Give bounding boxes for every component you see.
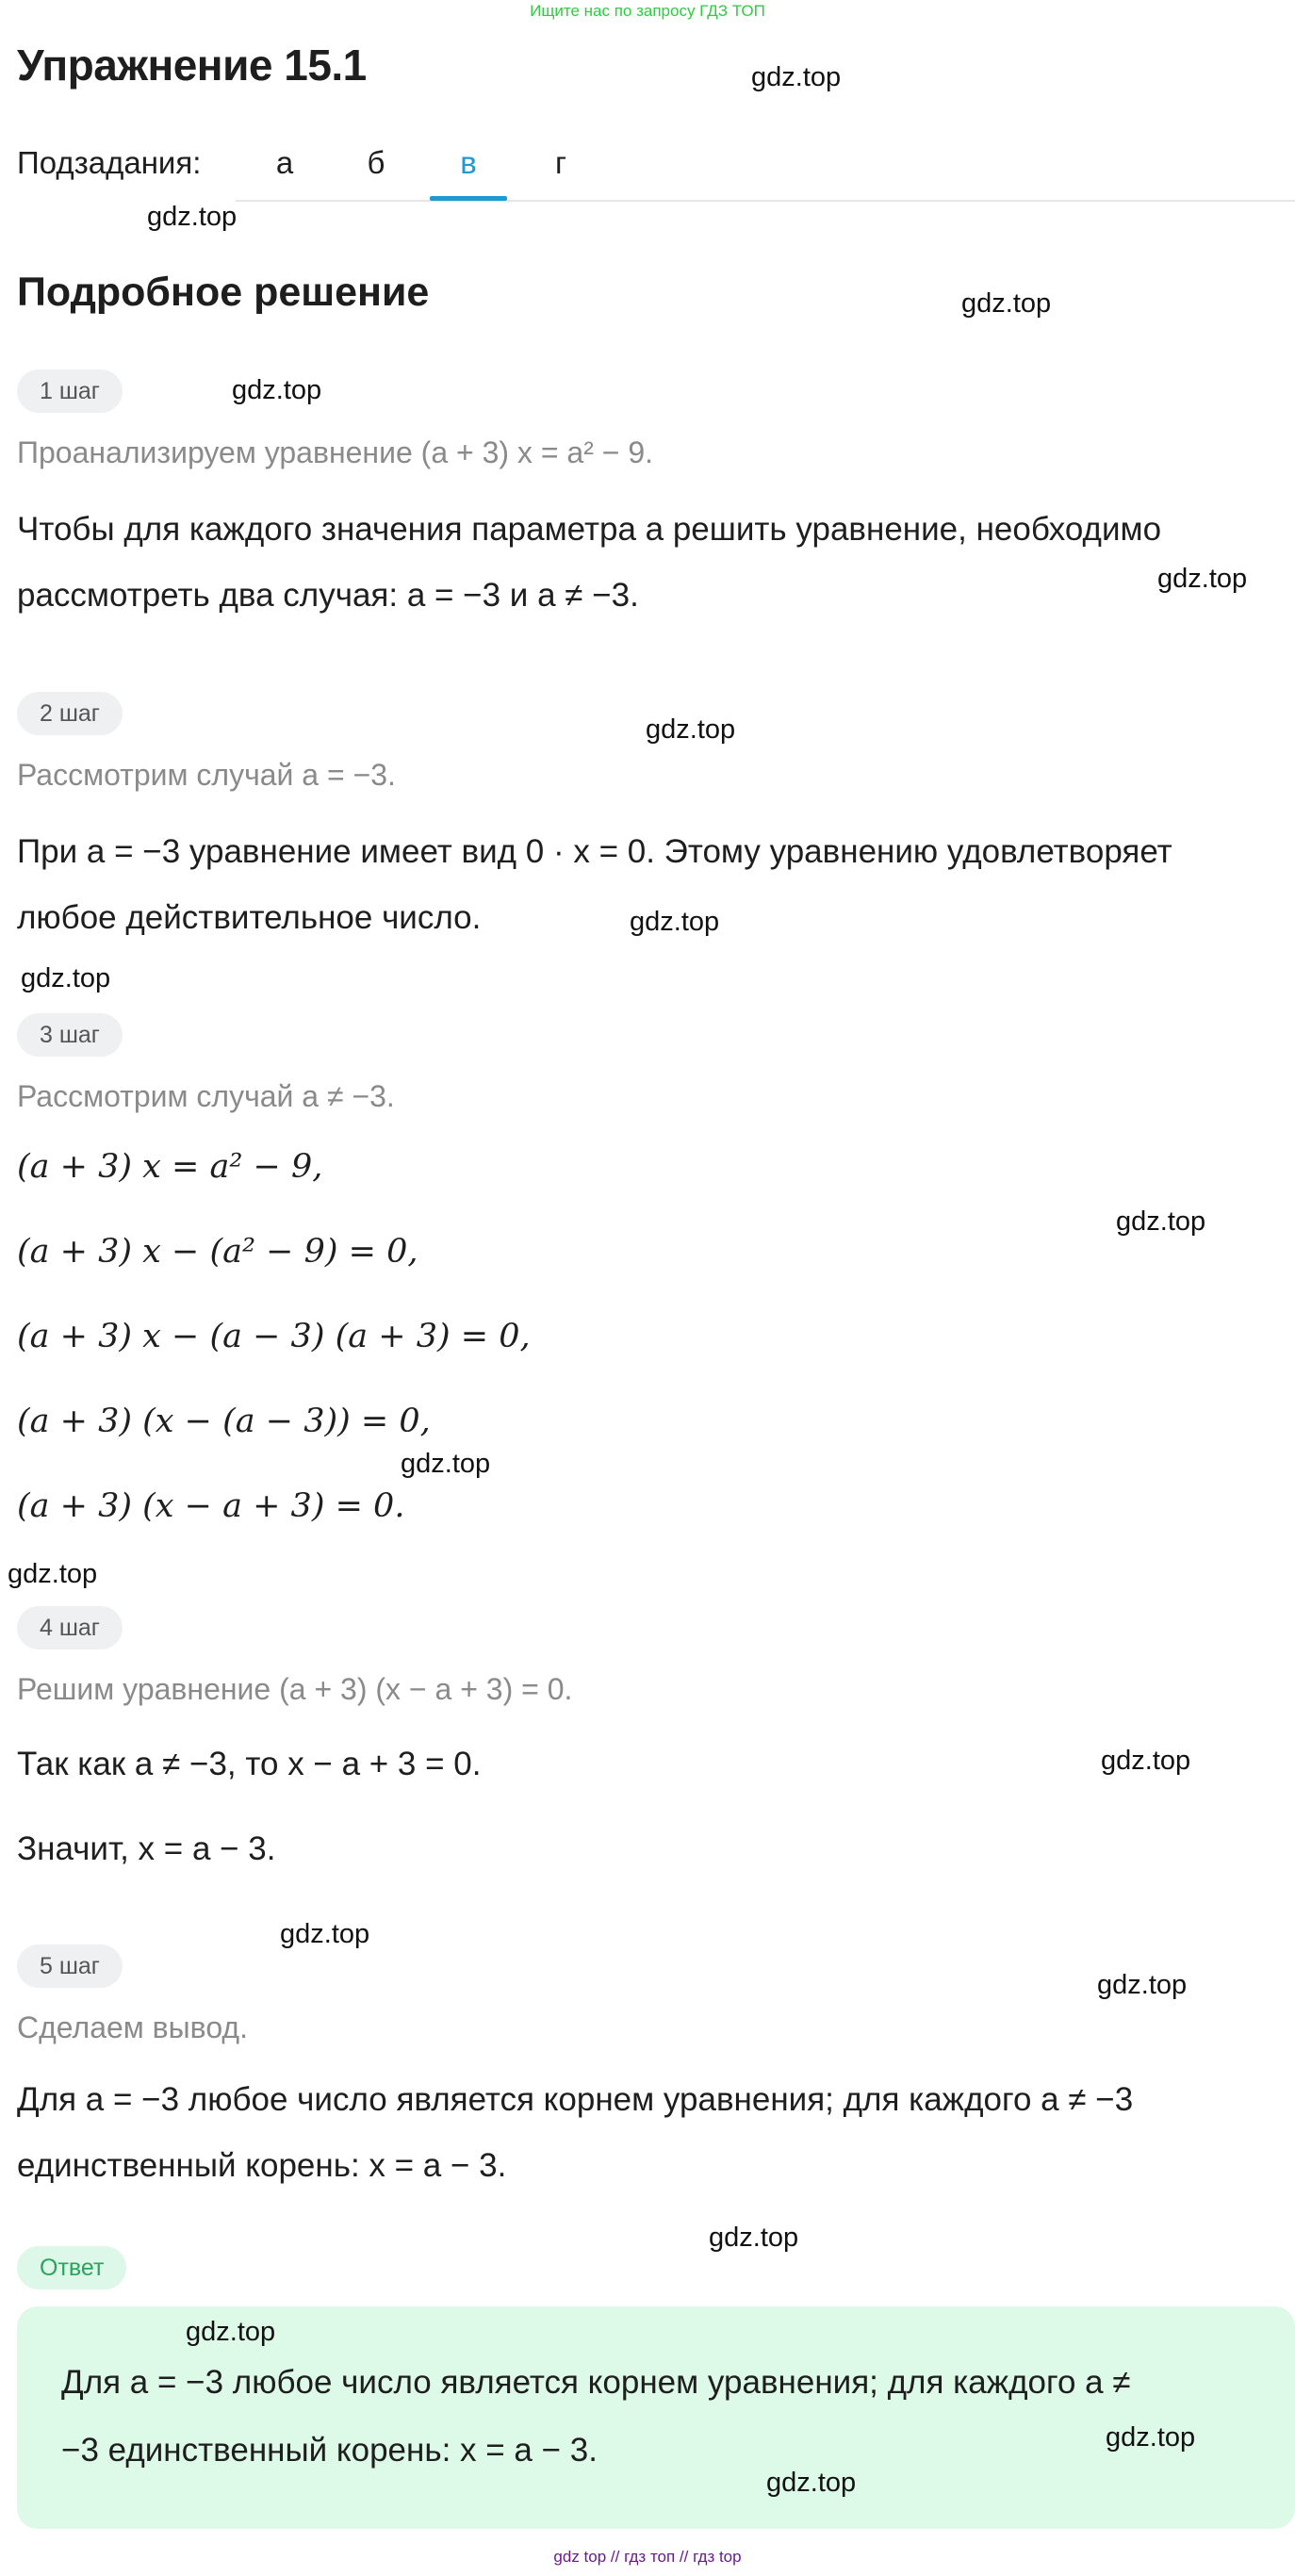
step-3-intro: Рассмотрим случай a ≠ −3.	[17, 1079, 395, 1113]
step-2-line-1: При a = −3 уравнение имеет вид 0 · x = 0. Этому уравнению удовлетворяет	[17, 833, 1172, 870]
watermark: gdz.top	[766, 2468, 857, 2498]
watermark: gdz.top	[21, 963, 111, 993]
tab-b[interactable]: б	[367, 145, 385, 180]
watermark: gdz.top	[1097, 1970, 1188, 2000]
watermark: gdz.top	[751, 62, 842, 92]
tab-a[interactable]: а	[275, 145, 294, 180]
step-2-badge: 2 шаг	[17, 692, 123, 735]
watermark: gdz.top	[646, 714, 736, 745]
step-1-line-2: рассмотреть два случая: a = −3 и a ≠ −3.	[17, 577, 639, 614]
step-5-line-1: Для a = −3 любое число является корнем уравнения; для каждого a ≠ −3	[17, 2081, 1134, 2118]
answer-line-2: −3 единственный корень: x = a − 3.	[61, 2432, 598, 2469]
step-1-intro: Проанализируем уравнение (a + 3) x = a² − 9.	[17, 435, 653, 469]
step-4-badge: 4 шаг	[17, 1606, 123, 1649]
watermark: gdz.top	[1116, 1206, 1206, 1237]
watermark: gdz.top	[1101, 1746, 1191, 1776]
solution-title: Подробное решение	[17, 270, 430, 315]
tab-v[interactable]: в	[460, 145, 477, 180]
step-2-line-2: любое действительное число.	[17, 899, 482, 936]
step-4-line-2: Значит, x = a − 3.	[17, 1830, 276, 1867]
step-5-badge: 5 шаг	[17, 1944, 123, 1988]
watermark: gdz.top	[1106, 2422, 1196, 2453]
watermark: gdz.top	[232, 375, 322, 405]
step-5-line-2: единственный корень: x = a − 3.	[17, 2147, 507, 2184]
watermark: gdz.top	[401, 1449, 491, 1479]
step-3-eq-1: (a + 3) x = a² − 9,	[17, 1148, 323, 1186]
subtasks-label: Подзадания:	[17, 145, 202, 180]
watermark: gdz.top	[1157, 564, 1248, 594]
step-5-intro: Сделаем вывод.	[17, 2010, 248, 2044]
watermark: gdz.top	[186, 2317, 276, 2347]
top-banner: Ищите нас по запросу ГДЗ ТОП	[530, 2, 765, 20]
watermark: gdz.top	[147, 202, 238, 232]
step-3-eq-5: (a + 3) (x − a + 3) = 0.	[17, 1487, 405, 1525]
watermark: gdz.top	[961, 288, 1052, 319]
page-title: Упражнение 15.1	[17, 41, 367, 90]
watermark: gdz.top	[8, 1559, 98, 1589]
active-tab-indicator	[430, 196, 507, 201]
step-1-line-1: Чтобы для каждого значения параметра a решить уравнение, необходимо	[17, 511, 1162, 548]
watermark: gdz.top	[280, 1919, 370, 1949]
tabs-divider	[236, 200, 1295, 202]
watermark: gdz.top	[709, 2223, 799, 2253]
step-2-intro: Рассмотрим случай a = −3.	[17, 758, 396, 792]
step-3-eq-4: (a + 3) (x − (a − 3)) = 0,	[17, 1403, 431, 1440]
step-3-eq-2: (a + 3) x − (a² − 9) = 0,	[17, 1233, 418, 1271]
watermark: gdz.top	[630, 907, 720, 937]
step-3-badge: 3 шаг	[17, 1013, 123, 1057]
step-4-line-1: Так как a ≠ −3, то x − a + 3 = 0.	[17, 1746, 482, 1782]
answer-badge: Ответ	[17, 2246, 126, 2289]
footer: gdz top // гдз топ // гдз top	[553, 2548, 742, 2566]
answer-line-1: Для a = −3 любое число является корнем уравнения; для каждого a ≠	[61, 2364, 1131, 2401]
step-4-intro: Решим уравнение (a + 3) (x − a + 3) = 0.	[17, 1672, 573, 1706]
tab-g[interactable]: г	[554, 145, 567, 180]
step-3-eq-3: (a + 3) x − (a − 3) (a + 3) = 0,	[17, 1318, 531, 1355]
step-1-badge: 1 шаг	[17, 369, 123, 413]
